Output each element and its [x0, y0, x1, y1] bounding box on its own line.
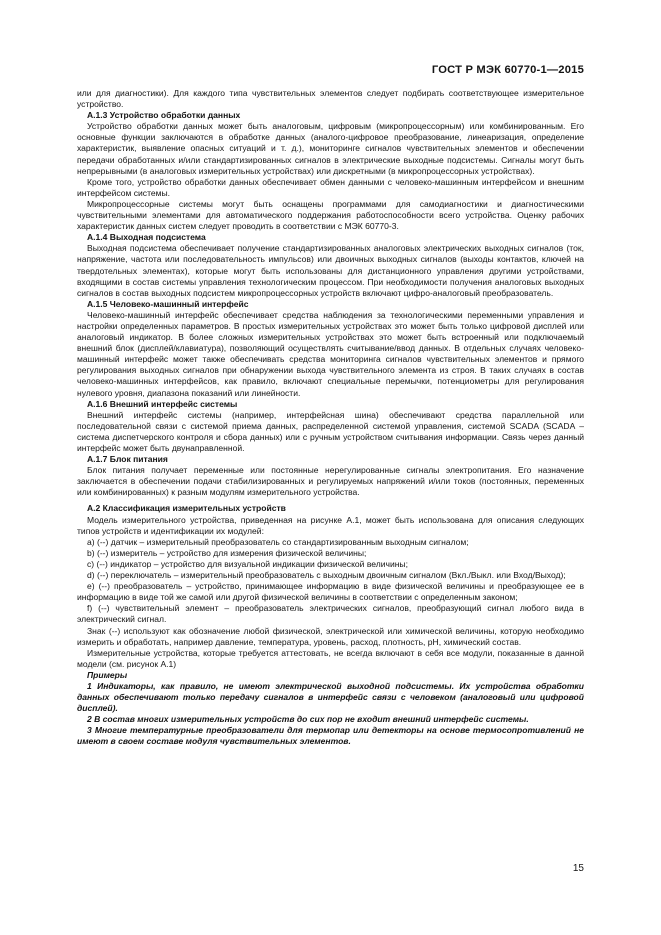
section-heading: А.2 Классификация измерительных устройств	[87, 503, 286, 514]
section-heading: А.1.6 Внешний интерфейс системы	[87, 398, 238, 409]
paragraph: Человеко-машинный интерфейс обеспечивает средства наблюдения за технологическими переменными управления и настройки определенных параметров. В простых измерительных устройствах это может быть только цифровой дисплей или аналоговый индикатор. В более сложных измерительных устройствах это может быть встроенный или подключаемый внешний блок (дисплей/клавиатура), позволяющий осуществлять считывание/ввод данных. В отдельных случаях человеко-машинный интерфейс может также обеспечивать средства мониторинга сигналов чувствительных элементов и прямого регулирования выходных сигналов при обнаружении выхода чувствительного элемента из строя. В таких случаях в состав человеко-машинных интерфейсов, как правило, включают специальные перемычки, потенциометры для регулирования нулевого уровня, диапазона показаний или линейности.	[77, 309, 584, 398]
standard-designation: ГОСТ Р МЭК 60770-1—2015	[431, 64, 584, 76]
section-heading: А.1.7 Блок питания	[87, 454, 168, 465]
paragraph: Устройство обработки данных может быть аналоговым, цифровым (микропроцессорным) или комбинированным. Его основные функции заключаются в обработке данных (аналого-цифровое преобразование, линеаризация, определение характеристик, выявление опасных ситуаций и т. д.), мониторинге сигналов чувствительных элементов и обеспечении передачи обработанных и/или стандартизированных сигналов в электрические выходные подсистемы. Сигналы могут быть непрерывными (в аналоговых измерительных устройствах) или дискретными (в микропроцессорных устройствах).	[77, 121, 584, 176]
document-body	[77, 88, 584, 748]
paragraph: Внешний интерфейс системы (например, интерфейсная шина) обеспечивают средства параллельной или последовательной связи с системой приема данных, распределенной системой управления, системой SCADA (SCADA – система диспетчерского контроля и сбора данных) или с ручным устройством считывания информации. Связь через данный интерфейс может быть двунаправленной.	[77, 409, 584, 453]
section-heading: А.1.3 Устройство обработки данных	[87, 110, 241, 121]
paragraph: Модель измерительного устройства, приведенная на рисунке А.1, может быть использована для описания следующих типов устройств и идентификации их модулей:	[77, 514, 584, 536]
paragraph: Микропроцессорные системы могут быть оснащены программами для самодиагностики и диагностическими чувствительными элементами для автоматического поддержания работоспособности всего устройства. Оценку рабочих характеристик данных систем следует проводить в соответствии с МЭК 60770-3.	[77, 198, 584, 232]
paragraph: Выходная подсистема обеспечивает получение стандартизированных аналоговых электрических выходных сигналов (ток, напряжение, частота или последовательность импульсов) или двоичных выходных сигналов (выходы контактов, ключей на твердотельных элементах), которые могут быть использованы для дистанционного управления другими устройствами, входящими в состав системы управления технологическим процессом. При необходимости получения аналоговых выходных сигналов в состав выходных подсистем микропроцессорных устройств включают цифро-аналоговый преобразователь.	[77, 243, 584, 298]
example-item: 2 В состав многих измерительных устройств до сих пор не входит внешний интерфейс системы.	[87, 714, 529, 725]
paragraph: Кроме того, устройство обработки данных обеспечивает обмен данными с человеко-машинным интерфейсом и внешним интерфейсом системы.	[77, 176, 584, 198]
paragraph: Измерительные устройства, которые требуется аттестовать, не всегда включают в себя все модули, показанные в данной модели (см. рисунок А.1)	[77, 647, 584, 669]
list-item: а) (--) датчик – измерительный преобразователь со стандартизированным выходным сигналом;	[87, 536, 469, 547]
section-heading: А.1.4 Выходная подсистема	[87, 232, 206, 243]
paragraph: Знак (--) используют как обозначение любой физической, электрической или химической величины, которую необходимо измерить и обработать, например давление, температура, уровень, расход, плотность, рН, химический состав.	[77, 625, 584, 647]
paragraph: или для диагностики). Для каждого типа чувствительных элементов следует подбирать соответствующее измерительное устройство.	[77, 88, 584, 110]
list-item: е) (--) преобразователь – устройство, принимающее информацию в виде физической величины и преобразующее ее в информацию в виде той же самой или другой физической величины в соответствии с определенным законом;	[77, 581, 584, 603]
page-number: 15	[572, 863, 584, 874]
list-item: b) (--) измеритель – устройство для измерения физической величины;	[87, 547, 367, 558]
list-item: с) (--) индикатор – устройство для визуальной индикации физической величины;	[87, 558, 408, 569]
list-item: d) (--) переключатель – измерительный преобразователь с выходным двоичным сигналом (Вкл./Выкл. или Вход/Выход);	[87, 570, 566, 581]
section-heading: А.1.5 Человеко-машинный интерфейс	[87, 298, 249, 309]
list-item: f) (--) чувствительный элемент – преобразователь электрических сигналов, преобразующий сигнал любого вида в электрический сигнал.	[77, 603, 584, 625]
example-item: 1 Индикаторы, как правило, не имеют электрической выходной подсистемы. Их устройства обработки данных обеспечивают только передачу сигналов в интерфейс связи с человеком (аналоговый или цифровой дисплей).	[77, 680, 584, 714]
paragraph: Блок питания получает переменные или постоянные нерегулированные сигналы электропитания. Его назначение заключается в обеспечении подачи стабилизированных и регулируемых напряжений и/или токов (постоянных, переменных или комбинированных) к разным модулям измерительного устройства.	[77, 465, 584, 498]
examples-heading: Примеры	[87, 669, 128, 680]
example-item: 3 Многие температурные преобразователи для термопар или детекторы на основе термосопротивлений не имеют в своем составе модуля чувствительных элементов.	[77, 725, 584, 747]
